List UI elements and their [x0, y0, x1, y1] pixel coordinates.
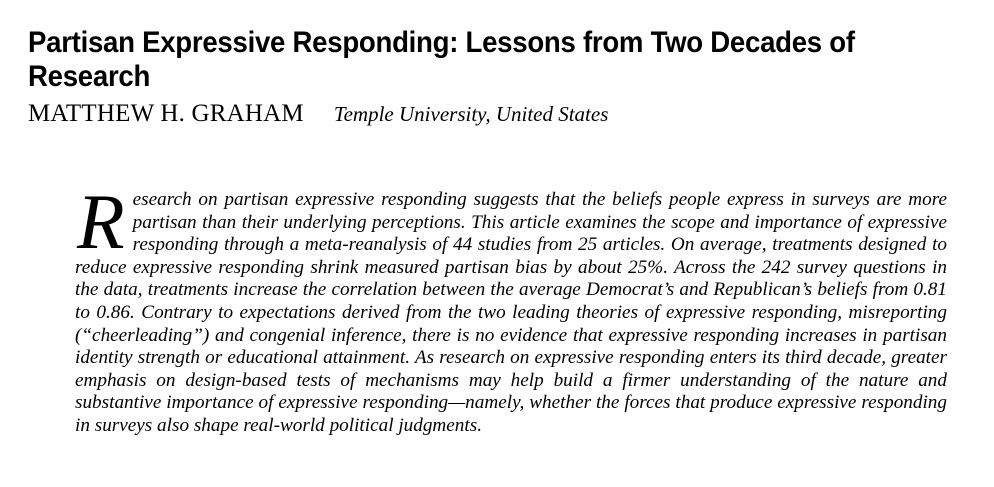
author-affiliation: Temple University, United States [333, 102, 609, 126]
abstract-text: esearch on partisan expressive responding suggests that the beliefs people express in surveys are more partisan than their underlying perceptions. This article examines the scope and importance of expressive responding through a meta-reanalysis of 44 studies from 25 articles. On average, treatments designed to reduce expressive responding shrink measured partisan bias by about 25%. Across the 242 survey questions in the data, treatments increase the correlation between the average Democrat’s and Republican’s beliefs from 0.81 to 0.86. Contrary to expectations derived from the two leading theories of expressive responding, misreporting (“cheerleading”) and congenial inference, there is no evidence that expressive responding increases in partisan identity strength or educational attainment. As research on expressive responding enters its third decade, greater emphasis on design-based tests of mechanisms may help build a firmer understanding of the nature and substantive importance of expressive responding—namely, whether the forces that produce expressive responding in surveys also shape real-world political judgments. [75, 189, 947, 436]
byline [28, 100, 608, 128]
author-name: MATTHEW H. GRAHAM [28, 100, 304, 127]
abstract [75, 178, 947, 438]
article-title: Partisan Expressive Responding: Lessons from Two Decades of Research [28, 26, 855, 93]
abstract-drop-cap: R [77, 178, 125, 265]
